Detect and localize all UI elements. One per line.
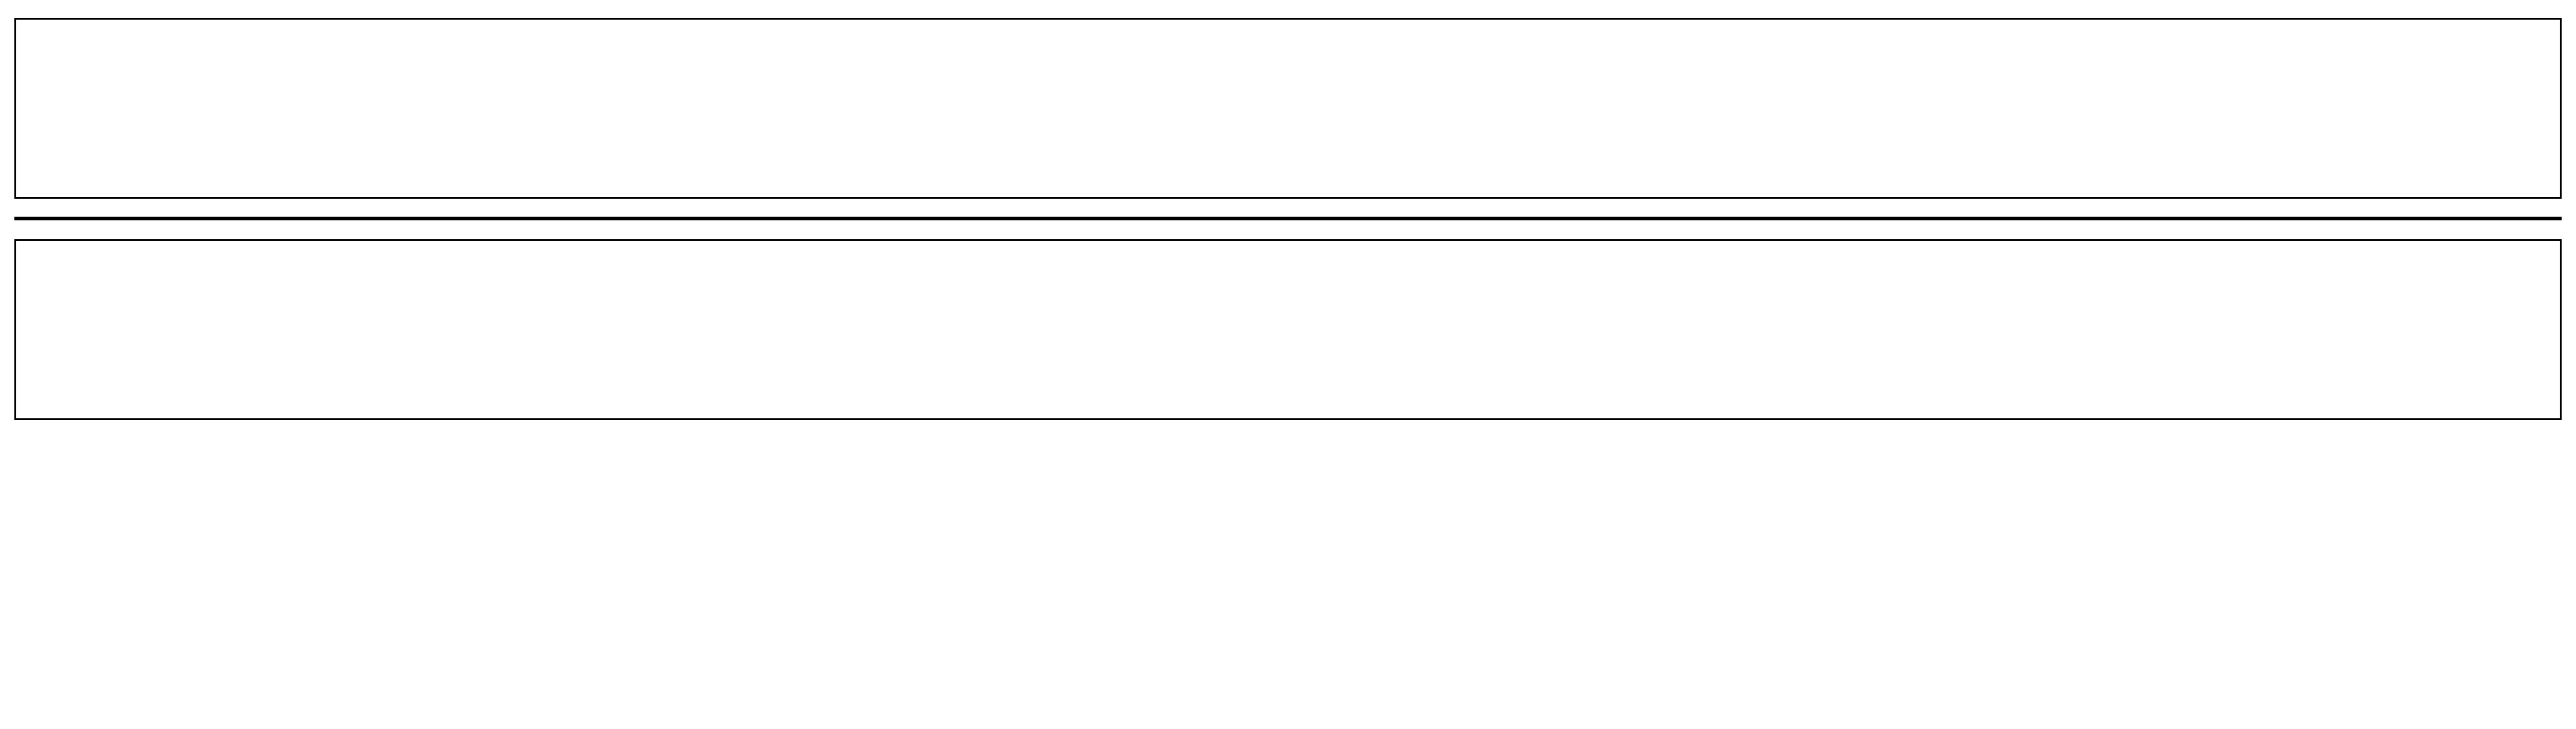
bottom-text-area[interactable] <box>14 239 2562 420</box>
horizontal-divider <box>14 217 2562 220</box>
top-text-area[interactable] <box>14 18 2562 199</box>
